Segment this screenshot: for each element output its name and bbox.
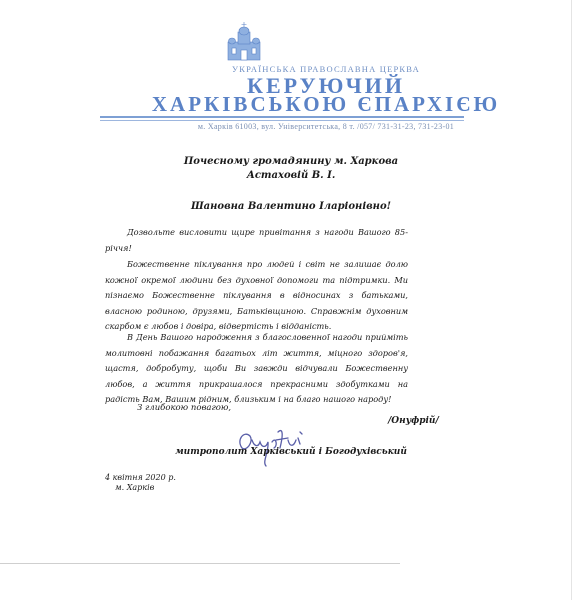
- paragraph-2: Божественне піклування про людей і світ не залишає долю кожної окремої людини без духовної допомоги та підтримки. Ми пізнаємо Божественне піклування в відносинах з батьками, власною родиною, друзями, Батьківщиною. Справжнім духовним скарбом є любов і довіра, відвертість і відданість.: [105, 259, 408, 332]
- salutation: Шановна Валентино Іларіонівно!: [190, 201, 392, 212]
- signature-name: /Онуфрій/: [388, 416, 439, 426]
- date-text: 4 квітня 2020 р.: [105, 473, 176, 482]
- letterhead-divider: [100, 116, 464, 118]
- city-text: м. Харків: [115, 483, 155, 492]
- letterhead-address: м. Харків 61003, вул. Університетська, 8 т. /057/ 731-31-23, 731-23-01: [197, 122, 455, 131]
- paragraph-3: В День Вашого народження з благословенної нагоди прийміть молитовні побажання багатьох літ життя, міцного здоров'я, щастя, добробуту, щоби Ви завжди відчували Божественну любов, а життя прикрашалося прекрасними здобутками на радість Вам, Вашим рідним, близьким і на благо нашого народу!: [105, 332, 408, 405]
- paragraph-1: Дозвольте висловити щире привітання з нагоди Вашого 85-річчя!: [105, 227, 408, 253]
- handwritten-signature-icon: [232, 418, 312, 470]
- letterhead-title-line2: ХАРКІВСЬКОЮ ЄПАРХІЄЮ: [151, 92, 501, 116]
- sender-position: митрополит Харківський і Богодухівський: [175, 447, 407, 457]
- letter-date: [105, 473, 176, 493]
- addressee: [0, 155, 582, 183]
- addressee-line1: Почесному громадянину м. Харкова: [183, 156, 399, 167]
- letterhead-title-line1: КЕРУЮЧИЙ: [247, 73, 405, 98]
- page-edge-bottom: [0, 563, 400, 564]
- closing: З глибокою повагою,: [137, 403, 232, 413]
- church-name: УКРАЇНСЬКА ПРАВОСЛАВНА ЦЕРКВА: [232, 64, 420, 74]
- page-edge-right: [571, 0, 572, 600]
- letterhead-divider-thin: [100, 120, 464, 121]
- addressee-line2: Астаховій В. І.: [246, 170, 336, 181]
- church-logo-icon: [222, 20, 266, 62]
